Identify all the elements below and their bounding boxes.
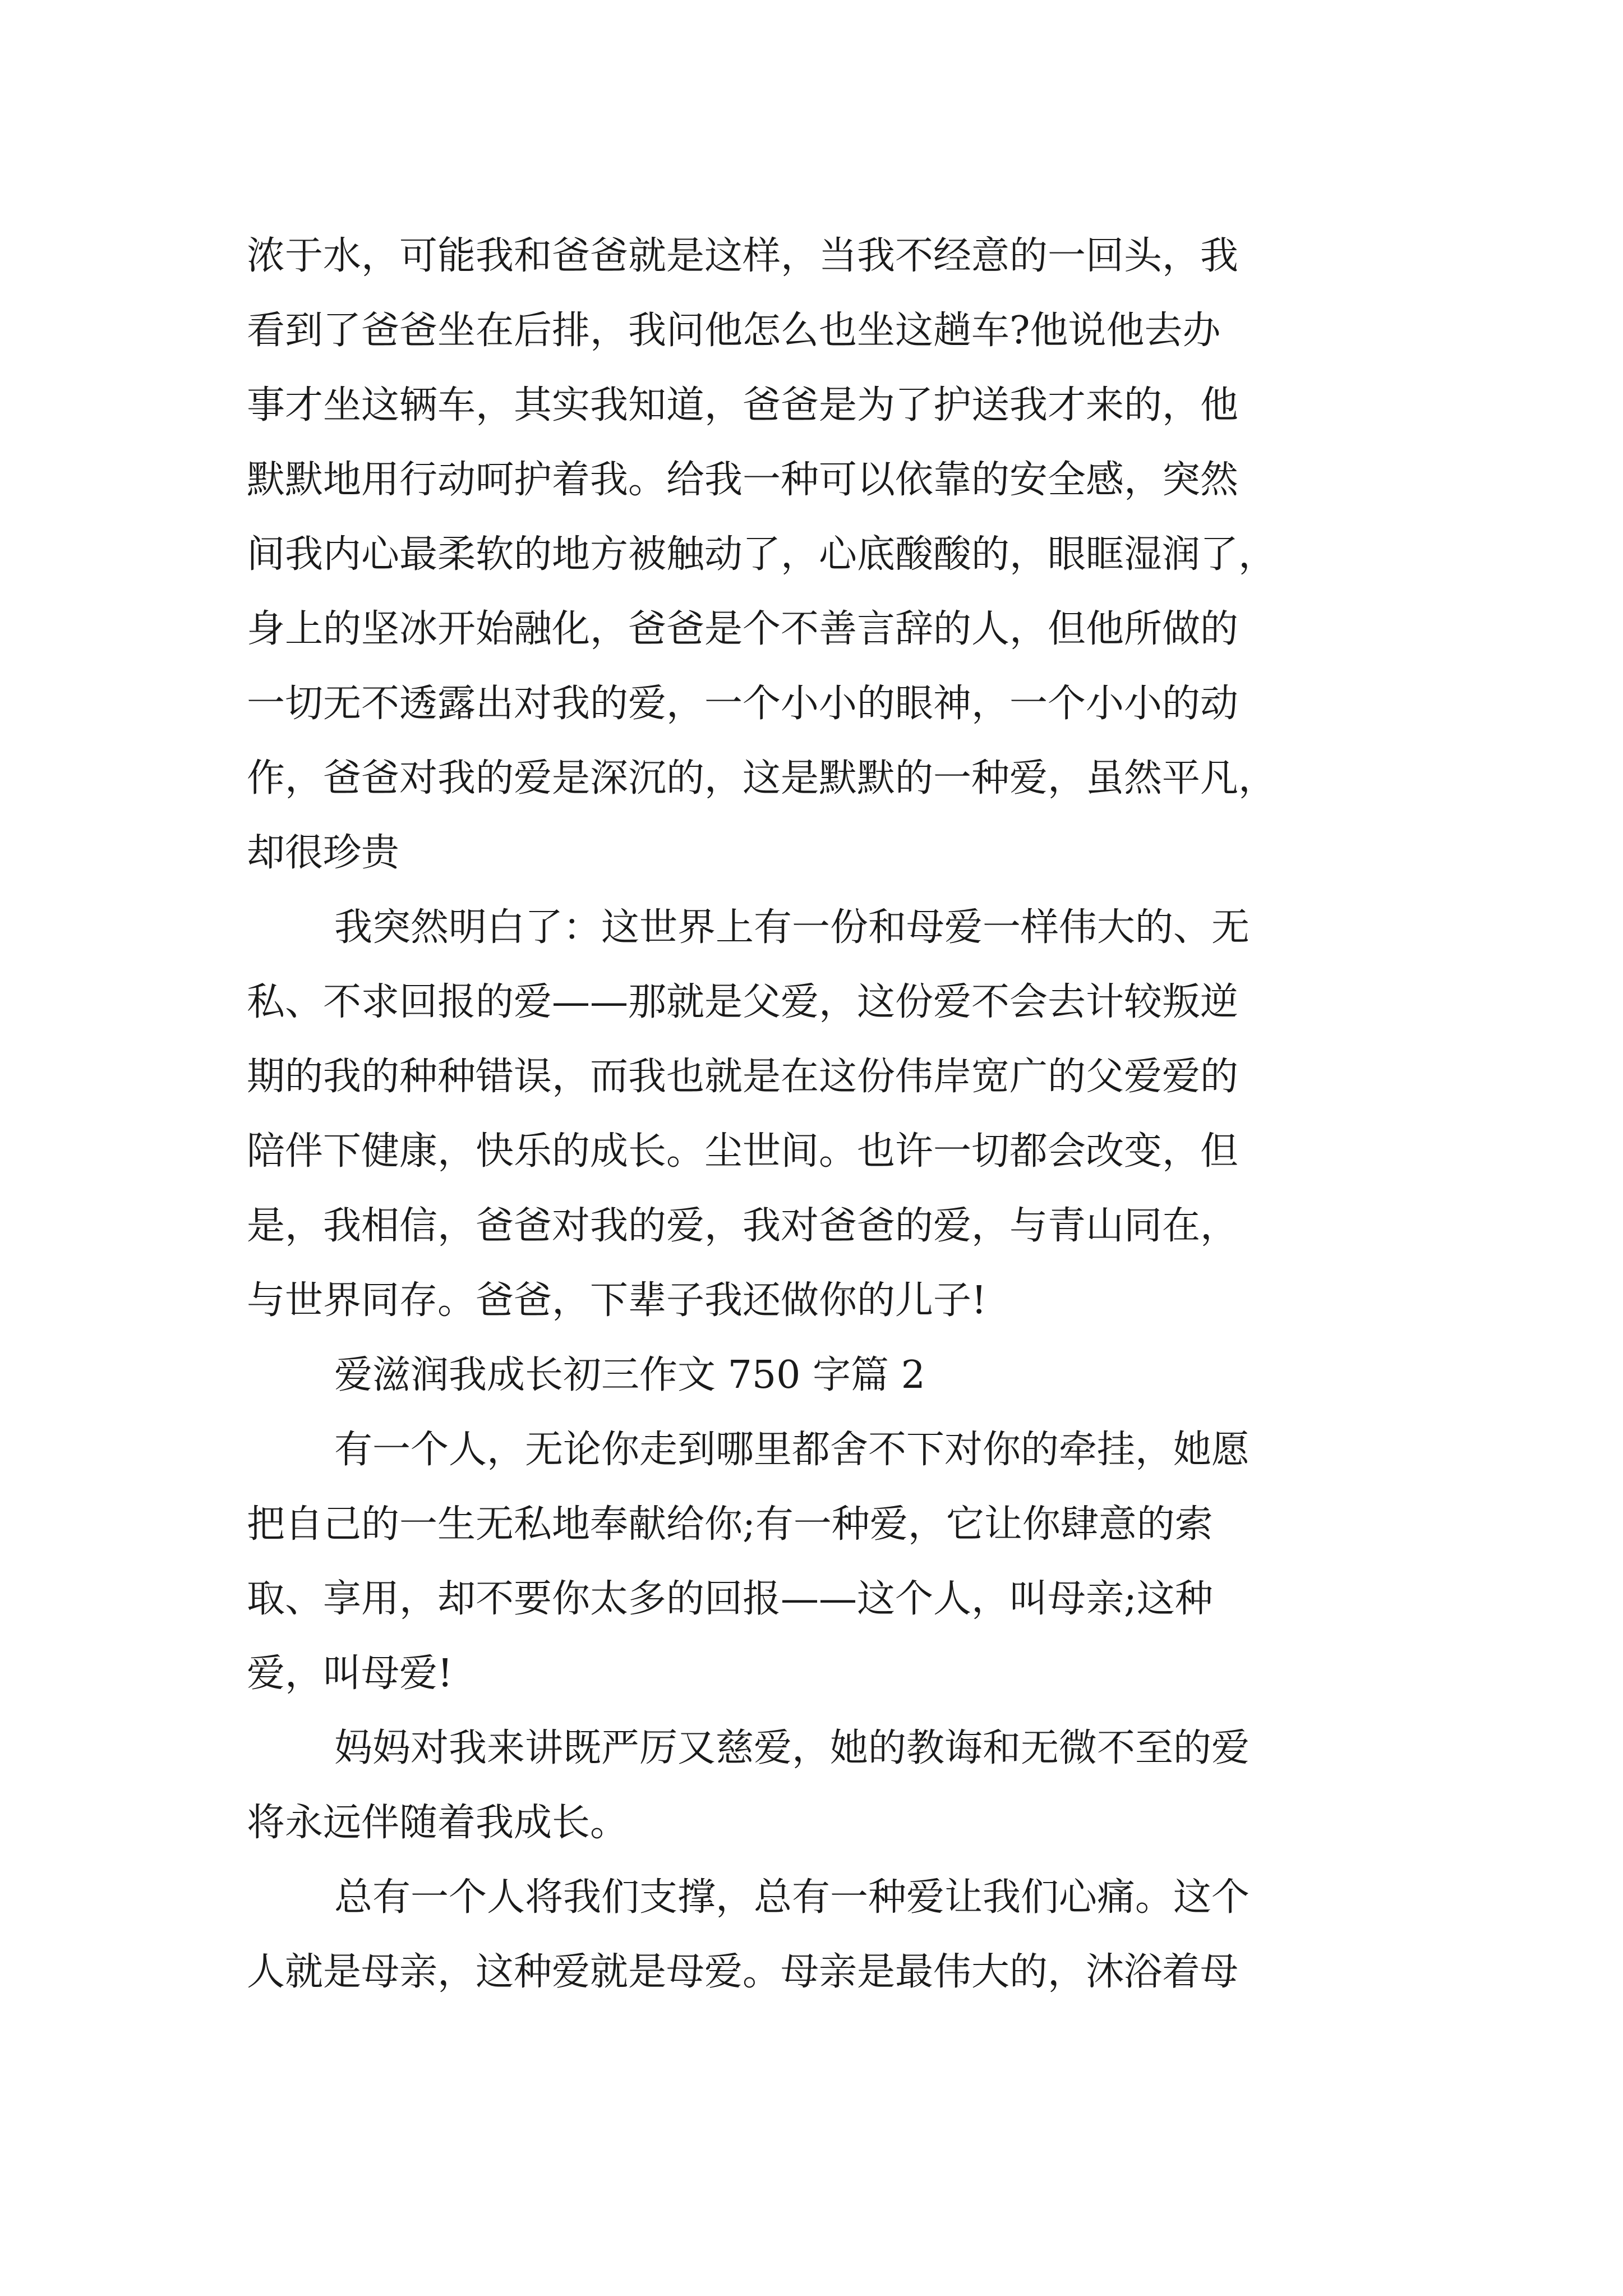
text-line: 看到了爸爸坐在后排，我问他怎么也坐这趟车?他说他去办 bbox=[247, 309, 1221, 353]
text-line: 作，爸爸对我的爱是深沉的，这是默默的一种爱，虽然平凡， bbox=[247, 756, 1277, 800]
text-line: 总有一个人将我们支撑，总有一种爱让我们心痛。这个 bbox=[334, 1875, 1250, 1920]
text-line: 有一个人，无论你走到哪里都舍不下对你的牵挂，她愿 bbox=[334, 1428, 1250, 1472]
text-line: 爱滋润我成长初三作文 750 字篇 2 bbox=[334, 1353, 925, 1397]
text-line: 取、享用，却不要你太多的回报——这个人，叫母亲;这种 bbox=[247, 1577, 1213, 1621]
text-line: 爱，叫母爱! bbox=[247, 1651, 453, 1696]
text-line: 与世界同存。爸爸，下辈子我还做你的儿子! bbox=[247, 1278, 987, 1323]
body-text bbox=[247, 219, 1391, 2009]
text-line: 将永远伴随着我成长。 bbox=[247, 1801, 629, 1845]
text-line: 却很珍贵 bbox=[247, 831, 400, 875]
text-line: 我突然明白了：这世界上有一份和母爱一样伟大的、无 bbox=[334, 905, 1250, 950]
text-line: 浓于水，可能我和爸爸就是这样，当我不经意的一回头，我 bbox=[247, 234, 1239, 278]
text-line: 事才坐这辆车，其实我知道，爸爸是为了护送我才来的，他 bbox=[247, 383, 1239, 427]
text-line: 私、不求回报的爱——那就是父爱，这份爱不会去计较叛逆 bbox=[247, 980, 1239, 1024]
text-line: 妈妈对我来讲既严厉又慈爱，她的教诲和无微不至的爱 bbox=[334, 1726, 1250, 1770]
text-line: 是，我相信，爸爸对我的爱，我对爸爸的爱，与青山同在， bbox=[247, 1204, 1239, 1248]
text-line: 把自己的一生无私地奉献给你;有一种爱，它让你肆意的索 bbox=[247, 1502, 1213, 1547]
text-line: 期的我的种种错误，而我也就是在这份伟岸宽广的父爱爱的 bbox=[247, 1055, 1239, 1099]
text-line: 默默地用行动呵护着我。给我一种可以依靠的安全感，突然 bbox=[247, 458, 1239, 502]
text-line: 陪伴下健康，快乐的成长。尘世间。也许一切都会改变，但 bbox=[247, 1129, 1239, 1174]
text-line: 一切无不透露出对我的爱，一个小小的眼神，一个小小的动 bbox=[247, 682, 1239, 726]
text-line: 人就是母亲，这种爱就是母爱。母亲是最伟大的，沐浴着母 bbox=[247, 1950, 1239, 1994]
text-line: 间我内心最柔软的地方被触动了，心底酸酸的，眼眶湿润了， bbox=[247, 532, 1277, 577]
text-line: 身上的坚冰开始融化，爸爸是个不善言辞的人，但他所做的 bbox=[247, 607, 1239, 651]
